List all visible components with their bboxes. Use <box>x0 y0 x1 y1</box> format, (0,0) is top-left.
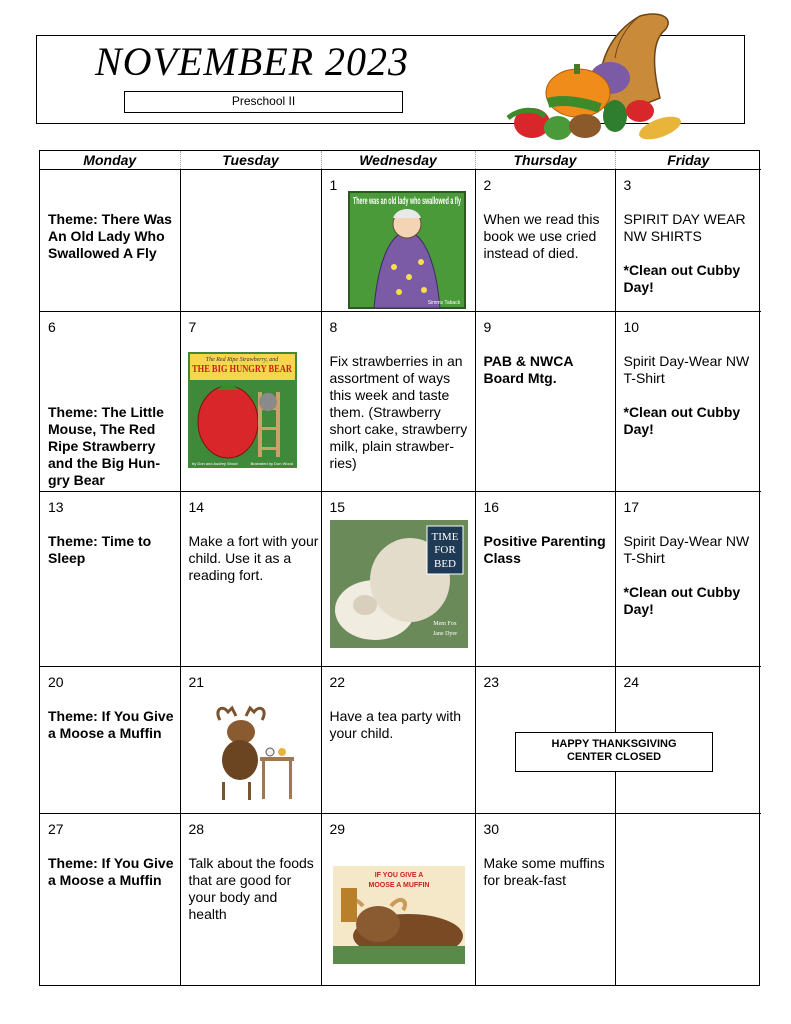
day-note: Spirit Day-Wear NW T-Shirt <box>623 353 750 386</box>
day-note: Make some muffins for break-fast <box>483 855 605 888</box>
day-number: 28 <box>188 821 205 837</box>
day-note: PAB & NWCA Board Mtg. <box>483 353 573 386</box>
day-cell <box>475 814 615 986</box>
day-cell <box>180 492 321 667</box>
week-row <box>40 312 761 492</box>
day-number <box>624 821 760 838</box>
weekday-friday: Friday <box>615 151 761 170</box>
weekday-thursday: Thursday <box>475 151 615 170</box>
day-number: 1 <box>329 177 338 193</box>
day-number: 8 <box>329 319 338 335</box>
day-number: 6 <box>48 319 56 335</box>
weekday-tuesday: Tuesday <box>180 151 321 170</box>
day-cell <box>475 170 615 312</box>
weekday-header-row <box>40 151 761 170</box>
cornucopia-illustration <box>490 8 690 148</box>
page-title: NOVEMBER 2023 <box>95 39 410 84</box>
day-note: Make a fort with your child. Use it as a reading fort. <box>188 533 319 583</box>
day-number: 27 <box>48 821 64 837</box>
day-note: Fix strawberries in an assortment of ways this week and taste them. (Strawberry short cake, strawberry milk, plain strawber-ries) <box>329 353 468 471</box>
day-note: When we read this book we use cried instead of died. <box>483 211 600 261</box>
day-number: 7 <box>188 319 197 335</box>
day-number: 20 <box>48 674 64 690</box>
day-cell <box>615 312 761 492</box>
day-cell <box>615 492 761 667</box>
thanksgiving-closed-notice <box>515 732 713 772</box>
day-cell <box>321 312 475 492</box>
day-number: 10 <box>623 319 640 335</box>
book-author-text: by Don and Audrey Wood <box>192 461 238 466</box>
weekday-wednesday: Wednesday <box>321 151 475 170</box>
day-note-secondary: *Clean out Cubby Day! <box>623 584 741 617</box>
day-cell <box>180 170 321 312</box>
book-cover-old-lady <box>349 192 465 308</box>
day-cell <box>615 170 761 312</box>
day-number: 29 <box>329 821 346 837</box>
book-cover-time-for-bed <box>330 520 468 648</box>
day-cell <box>475 492 615 667</box>
day-cell <box>40 170 180 312</box>
day-number: 14 <box>188 499 205 515</box>
day-number: 15 <box>329 499 346 515</box>
weekly-theme: Theme: If You Give a Moose a Muffin <box>48 855 174 888</box>
weekly-theme: Theme: The Little Mouse, The Red Ripe Strawberry and the Big Hun-gry Bear <box>48 404 164 488</box>
day-note: Positive Parenting Class <box>483 533 606 566</box>
day-number <box>189 177 319 194</box>
day-number: 21 <box>188 674 205 690</box>
book-title-line1: TIME <box>431 531 459 543</box>
day-cell <box>180 814 321 986</box>
weekly-theme: Theme: There Was An Old Lady Who Swallowed A Fly <box>48 211 172 261</box>
day-number: 9 <box>483 319 492 335</box>
moose-tea-illustration <box>210 702 296 802</box>
day-number: 22 <box>329 674 346 690</box>
day-cell <box>475 312 615 492</box>
day-cell <box>40 667 180 814</box>
day-number: 24 <box>623 674 640 690</box>
book-title-line1: IF YOU GIVE A <box>374 872 424 879</box>
weekly-theme: Theme: If You Give a Moose a Muffin <box>48 708 174 741</box>
book-title-line2: FOR <box>434 544 456 556</box>
notice-line1: HAPPY THANKSGIVING <box>551 738 677 750</box>
day-number: 30 <box>483 821 500 837</box>
book-cover-hungry-bear <box>188 352 297 468</box>
class-name-box: Preschool II <box>124 91 403 113</box>
book-illustrator-text: Jane Dyer <box>432 631 458 637</box>
day-note-secondary: *Clean out Cubby Day! <box>623 404 741 437</box>
day-cell <box>615 814 761 986</box>
book-author-text: Simms Taback <box>427 300 461 306</box>
day-number: 3 <box>623 177 632 193</box>
book-title-line2: MOOSE A MUFFIN <box>368 882 430 889</box>
day-cell <box>40 492 180 667</box>
day-note: SPIRIT DAY WEAR NW SHIRTS <box>623 211 746 244</box>
day-note-secondary: *Clean out Cubby Day! <box>623 262 741 295</box>
book-title-line1: The Red Ripe Strawberry, and <box>205 357 279 363</box>
day-cell <box>40 814 180 986</box>
day-number: 16 <box>483 499 500 515</box>
book-title-line2: THE BIG HUNGRY BEAR <box>192 364 293 375</box>
weekly-theme: Theme: Time to Sleep <box>48 533 152 566</box>
day-note: Spirit Day-Wear NW T-Shirt <box>623 533 750 566</box>
book-title-text: There was an old lady who swallowed a fly <box>353 196 462 207</box>
day-number: 2 <box>483 177 492 193</box>
day-cell <box>321 667 475 814</box>
day-note: Have a tea party with your child. <box>329 708 462 741</box>
notice-line2: CENTER CLOSED <box>566 751 662 763</box>
weekday-monday: Monday <box>40 151 180 170</box>
book-illustrator-text: illustrated by Don Wood <box>250 461 293 466</box>
day-number: 23 <box>483 674 500 690</box>
book-title-line3: BED <box>434 558 456 570</box>
book-cover-moose-muffin <box>333 866 465 964</box>
day-note: Talk about the foods that are good for your body and health <box>188 855 314 922</box>
day-number: 13 <box>48 499 64 515</box>
day-number <box>48 177 178 194</box>
day-cell <box>40 312 180 492</box>
book-author-text: Mem Fox <box>433 621 457 627</box>
day-number: 17 <box>623 499 640 515</box>
